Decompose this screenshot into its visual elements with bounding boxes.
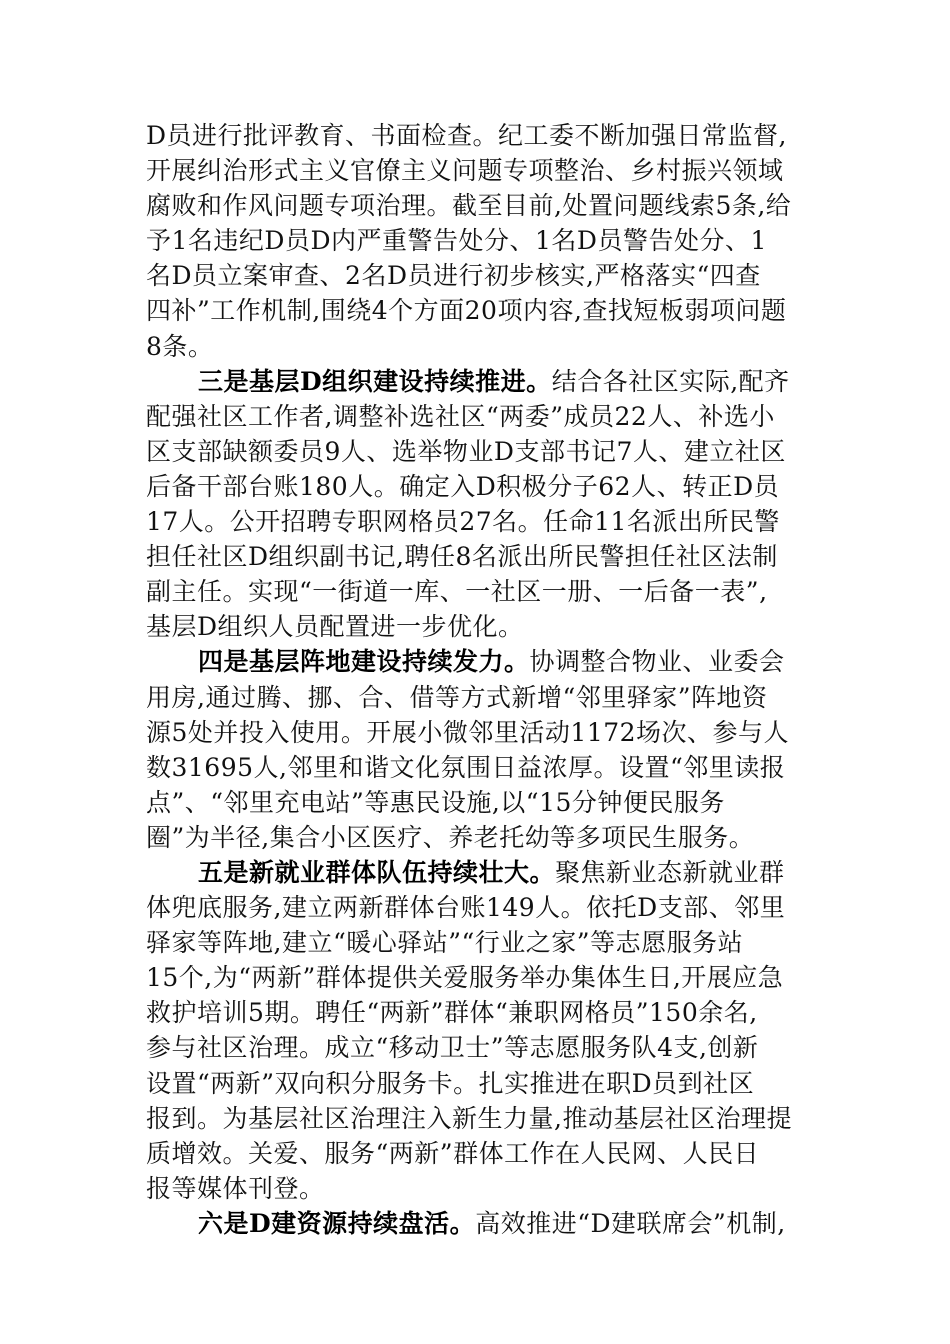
text-line: 开展纠治形式主义官僚主义问题专项整治、乡村振兴领域 xyxy=(146,156,784,186)
text-line: 体兜底服务,建立两新群体台账149人。依托D支部、邻里 xyxy=(146,893,786,923)
text-line: 源5处并投入使用。开展小微邻里活动1172场次、参与人 xyxy=(146,717,790,747)
text-line: 圈”为半径,集合小区医疗、养老托幼等多项民生服务。 xyxy=(146,822,755,852)
section-heading: 三是基层D组织建设持续推进。 xyxy=(198,366,552,396)
text-run: 高效推进“D建联席会”机制, xyxy=(475,1208,786,1238)
text-line: 救护培训5期。聘任“两新”群体“兼职网格员”150余名, xyxy=(146,998,758,1028)
text-line: 点”、“邻里充电站”等惠民设施,以“15分钟便民服务 xyxy=(146,787,725,817)
section-heading: 六是D建资源持续盘活。 xyxy=(198,1208,476,1238)
text-line: 予1名违纪D员D内严重警告处分、1名D员警告处分、1 xyxy=(146,226,767,256)
text-line: 15个,为“两新”群体提供关爱服务举办集体生日,开展应急 xyxy=(146,963,784,993)
paragraph-organization xyxy=(146,364,808,645)
text-line: 区支部缺额委员9人、选举物业D支部书记7人、建立社区 xyxy=(146,436,786,466)
text-run: 协调整合物业、业委会 xyxy=(529,647,785,677)
paragraph-new-employment xyxy=(146,855,808,1206)
text-line: 17人。公开招聘专职网格员27名。任命11名派出所民警 xyxy=(146,507,780,537)
text-line: 参与社区治理。成立“移动卫士”等志愿服务队4支,创新 xyxy=(146,1033,759,1063)
text-run: 结合各社区实际,配齐 xyxy=(551,366,790,396)
section-heading: 五是新就业群体队伍持续壮大。 xyxy=(198,857,556,887)
text-line: 设置“两新”双向积分服务卡。扎实推进在职D员到社区 xyxy=(146,1068,755,1098)
text-line: 名D员立案审查、2名D员进行初步核实,严格落实“四查 xyxy=(146,261,761,291)
text-run: 聚焦新业态新就业群 xyxy=(555,857,785,887)
text-line: 质增效。关爱、服务“两新”群体工作在人民网、人民日 xyxy=(146,1138,760,1168)
section-heading: 四是基层阵地建设持续发力。 xyxy=(198,647,530,677)
text-line: 8条。 xyxy=(146,331,214,361)
text-line: 四补”工作机制,围绕4个方面20项内容,查找短板弱项问题 xyxy=(146,296,787,326)
text-line xyxy=(146,1206,808,1241)
paragraph-resources xyxy=(146,1206,808,1241)
text-line: 担任社区D组织副书记,聘任8名派出所民警担任社区法制 xyxy=(146,542,778,572)
text-line: 后备干部台账180人。确定入D积极分子62人、转正D员 xyxy=(146,471,780,501)
text-line: 驿家等阵地,建立“暖心驿站”“行业之家”等志愿服务站 xyxy=(146,928,744,958)
text-line: 数31695人,邻里和谐文化氛围日益浓厚。设置“邻里读报 xyxy=(146,752,786,782)
text-line: 报到。为基层社区治理注入新生力量,推动基层社区治理提 xyxy=(146,1103,792,1133)
text-line: 基层D组织人员配置进一步优化。 xyxy=(146,612,524,642)
document-body xyxy=(146,118,808,1241)
text-line: 副主任。实现“一街道一库、一社区一册、一后备一表”, xyxy=(146,577,768,607)
paragraph-discipline xyxy=(146,118,808,364)
paragraph-facilities xyxy=(146,644,808,855)
text-line: 用房,通过腾、挪、合、借等方式新增“邻里驿家”阵地资 xyxy=(146,682,768,712)
text-line xyxy=(146,855,808,890)
text-line xyxy=(146,364,808,399)
text-line: 报等媒体刊登。 xyxy=(146,1173,325,1203)
text-line: D员进行批评教育、书面检查。纪工委不断加强日常监督, xyxy=(146,121,787,150)
text-line: 腐败和作风问题专项治理。截至目前,处置问题线索5条,给 xyxy=(146,191,792,221)
text-line: 配强社区工作者,调整补选社区“两委”成员22人、补选小 xyxy=(146,401,775,431)
text-line xyxy=(146,644,808,679)
